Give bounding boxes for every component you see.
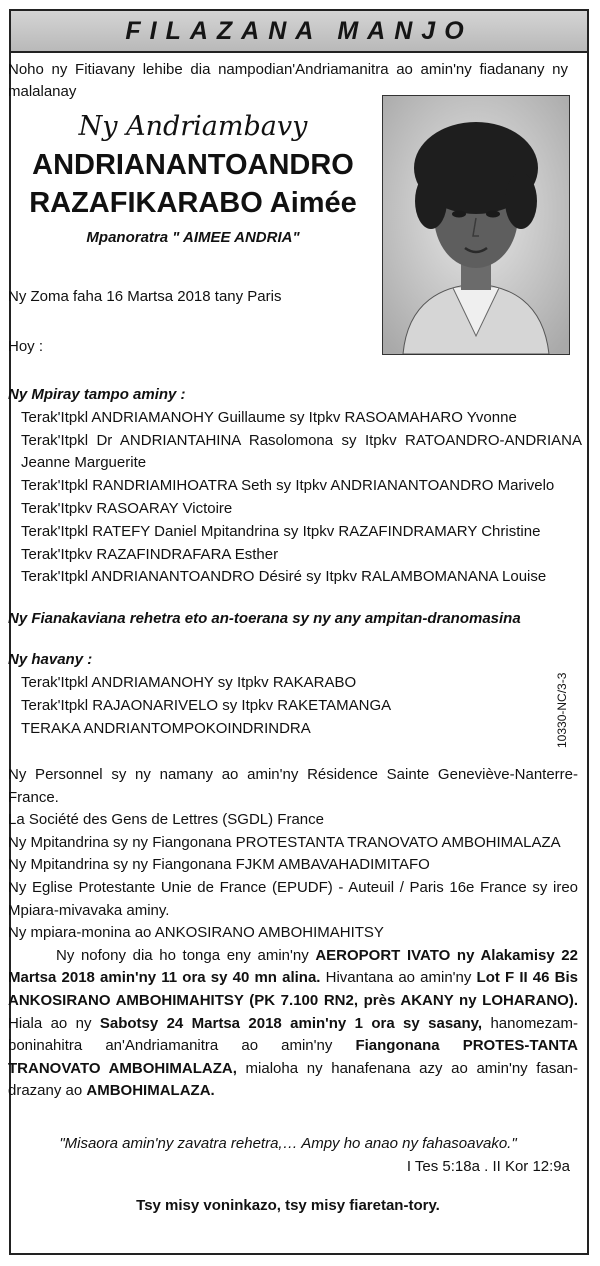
bible-reference: I Tes 5:18a . II Kor 12:9a — [406, 1158, 570, 1175]
deceased-pen-name: Mpanoratra " AIMEE ANDRIA" — [86, 229, 300, 246]
grandchildren-line: Ny Fianakaviana rehetra eto an-toerana sy ny any ampitan-dranomasina — [8, 610, 521, 627]
relatives-section — [8, 648, 548, 740]
reference-code: 10330-NC/3-3 — [555, 672, 569, 748]
family-heading: Ny Mpiray tampo aminy : — [8, 386, 186, 403]
list-item: Terak'Itpkv RAZAFINDRAFARA Esther — [21, 545, 279, 563]
list-item: Terak'Itpkl RAJAONARIVELO sy Itpkv RAKETAMANGA — [21, 697, 392, 714]
hoy-label: Hoy : — [8, 338, 44, 355]
deceased-block — [8, 108, 378, 250]
list-item: Terak'Itpkl Dr ANDRIANTAHINA Rasolomona sy Itpkv RATOANDRO-ANDRIANA Jeanne Marguerite — [21, 431, 582, 472]
list-item: Ny Personnel sy ny namany ao amin'ny Résidence Sainte Geneviève-Nanterre-France. — [8, 766, 578, 806]
intro-text: Noho ny Fitiavany lehibe dia nampodian'Andriamanitra ao amin'ny fiadanany ny malalanay — [8, 61, 568, 100]
deceased-name-line1: ANDRIANANTOANDRO — [32, 149, 354, 181]
list-item: TERAKA ANDRIANTOMPOKOINDRINDRA — [21, 720, 311, 737]
deceased-portrait — [382, 95, 570, 355]
deceased-name-line2: RAZAFIKARABO Aimée — [29, 187, 357, 219]
portrait-image — [383, 96, 569, 354]
family-list — [8, 407, 582, 589]
closing-line: Tsy misy voninkazo, tsy misy fiaretan-tory. — [136, 1197, 440, 1214]
deceased-honorific: Ny Andriambavy — [78, 111, 308, 142]
family-section — [8, 384, 582, 589]
list-item: Terak'Itpkv RASOARAY Victoire — [21, 499, 233, 517]
list-item: La Société des Gens de Lettres (SGDL) France — [8, 811, 324, 829]
list-item: Terak'Itpkl ANDRIAMANOHY sy Itpkv RAKARABO — [21, 674, 357, 691]
relatives-heading: Ny havany : — [8, 651, 93, 668]
list-item: Terak'Itpkl RATEFY Daniel Mpitandrina sy Itpkv RAZAFINDRAMARY Christine — [21, 522, 541, 540]
list-item: Ny Mpitandrina sy ny Fiangonana PROTESTANTA TRANOVATO AMBOHIMALAZA — [8, 833, 561, 851]
date-line: Ny Zoma faha 16 Martsa 2018 tany Paris — [8, 288, 282, 305]
list-item: Ny Eglise Protestante Unie de France (EPUDF) - Auteuil / Paris 16e France sy ireo Mpiara-mivavaka aminy. — [8, 878, 578, 919]
list-item: Terak'Itpkl ANDRIANANTOANDRO Désiré sy Itpkv RALAMBOMANANA Louise — [21, 568, 547, 586]
list-item: Ny mpiara-monina ao ANKOSIRANO AMBOHIMAHITSY — [8, 924, 384, 942]
notice-title: FILAZANA MANJO — [125, 17, 473, 45]
list-item: Ny Mpitandrina sy ny Fiangonana FJKM AMBAVAHADIMITAFO — [8, 856, 430, 874]
bible-quote: "Misaora amin'ny zavatra rehetra,… Ampy ho anao ny fahasoavako." — [59, 1135, 517, 1152]
funeral-schedule: Ny nofony dia ho tonga eny amin'ny AEROPORT IVATO ny Alakamisy 22 Martsa 2018 amin'ny 11 ora sy 40 mn alina. Hivantana ao amin'ny Lot F II 46 Bis ANKOSIRANO AMBOHIMAHITSY (PK 7.100 RN2, près AKANY ny LOHARANO). Hiala ao ny Sabotsy 24 Martsa 2018 amin'ny 1 ora sy sasany, hanomezam-boninahitra an'Andriamanitra ao amin'ny Fiangonana PROTES-TANTA TRANOVATO AMBOHIMALAZA, mialoha ny hanafenana azy ao amin'ny fasan-drazany ao AMBOHIMALAZA. — [8, 946, 578, 1100]
list-item: Terak'Itpkl RANDRIAMIHOATRA Seth sy Itpkv ANDRIANANTOANDRO Marivelo — [21, 477, 555, 495]
notice-header — [11, 11, 587, 53]
list-item: Terak'Itpkl ANDRIAMANOHY Guillaume sy Itpkv RASOAMAHARO Yvonne — [21, 408, 517, 426]
others-section — [8, 764, 578, 1103]
relatives-list — [8, 671, 548, 740]
